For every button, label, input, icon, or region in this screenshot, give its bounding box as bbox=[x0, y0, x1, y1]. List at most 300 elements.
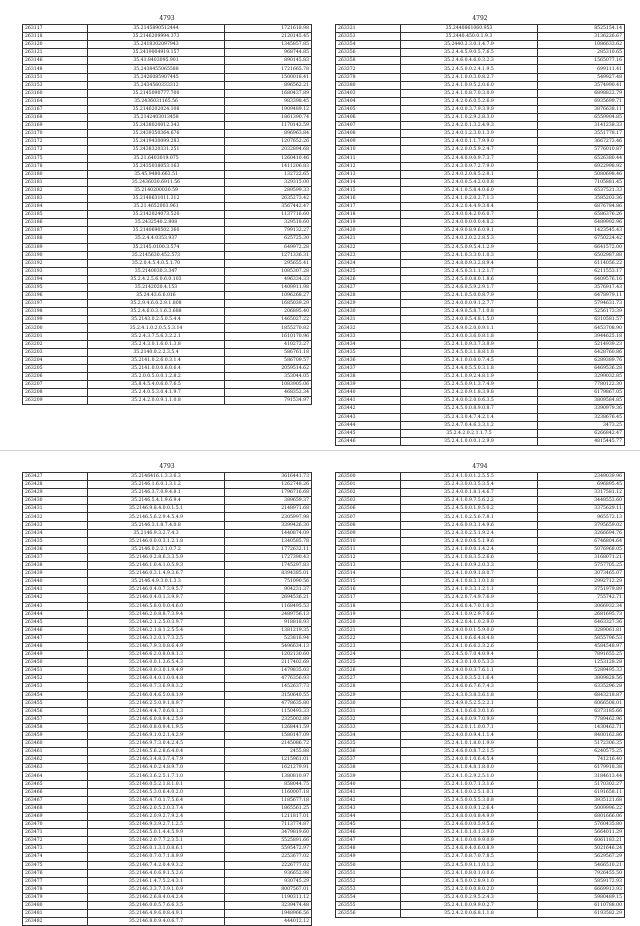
coordinate-cell: 35.2.4.1.0.1.8.0.1.9.9 bbox=[401, 740, 538, 748]
row-id-cell: 263200 bbox=[23, 324, 88, 332]
coordinate-cell: 35.2146.1.0.4.1.0.5.9.3 bbox=[88, 562, 225, 570]
value-cell: 2117402.68 bbox=[224, 659, 311, 667]
row-id-cell: 263526 bbox=[336, 667, 401, 675]
coordinate-cell: 35.2.4.2.0.2.1.1.7.5 bbox=[401, 429, 538, 437]
value-cell: 1565077.16 bbox=[537, 57, 624, 65]
coordinate-cell: 35.2146.4.9.3.0.1.3.3 bbox=[88, 578, 225, 586]
coordinate-cell: 35.2.4.1.0.2.5.6.7.8.1 bbox=[401, 513, 538, 521]
value-cell: 5214939.23 bbox=[537, 340, 624, 348]
table-row bbox=[23, 267, 312, 275]
table-row bbox=[336, 723, 625, 731]
coordinate-cell: 35.2146.3.2.0.1.7.3.2.5 bbox=[88, 634, 225, 642]
row-id-cell: 263455 bbox=[23, 699, 88, 707]
value-cell: 289599.33 bbox=[224, 186, 311, 194]
table-row bbox=[23, 348, 312, 356]
row-id-cell: 263411 bbox=[336, 154, 401, 162]
table-row bbox=[23, 869, 312, 877]
coordinate-cell: 35.2146.5.8.0.0.0.4.6.0 bbox=[88, 602, 225, 610]
coordinate-cell: 35.2.4.6.0.4.7.0.1.0.3 bbox=[401, 602, 538, 610]
coordinate-cell: 35.2146.0.7.0.7.1.8.9.9 bbox=[88, 853, 225, 861]
value-cell: 6801666.06 bbox=[537, 812, 624, 820]
row-id-cell: 263427 bbox=[336, 284, 401, 292]
row-id-cell: 263434 bbox=[23, 529, 88, 537]
row-id-cell: 263548 bbox=[336, 845, 401, 853]
row-id-cell: 263184 bbox=[23, 203, 88, 211]
value-cell: 2059514.62 bbox=[224, 364, 311, 372]
row-id-cell: 263416 bbox=[336, 194, 401, 202]
coordinate-cell: 35.2.4.0.0.0.0.0.4.8.2 bbox=[401, 219, 538, 227]
value-cell: 5776010.87 bbox=[537, 146, 624, 154]
table-row bbox=[336, 634, 625, 642]
value-cell: 1085307.28 bbox=[224, 267, 311, 275]
table-row bbox=[23, 788, 312, 796]
table-row bbox=[23, 877, 312, 885]
value-cell: 4815445.77 bbox=[537, 437, 624, 445]
row-id-cell: 263543 bbox=[336, 804, 401, 812]
row-id-cell: 263203 bbox=[23, 348, 88, 356]
coordinate-cell: 35.2146.4.9.6.0.8.4.9.1 bbox=[88, 910, 225, 918]
value-cell: 1610170.96 bbox=[224, 332, 311, 340]
coordinate-cell: 35.2146.5.6.2.8.6.4.0.4 bbox=[88, 748, 225, 756]
coordinate-cell: 35.2.4.1.0.8.3.5.2.6.6 bbox=[401, 553, 538, 561]
value-cell: 1168495.53 bbox=[224, 602, 311, 610]
row-id-cell: 263519 bbox=[336, 610, 401, 618]
table-row bbox=[23, 203, 312, 211]
coordinate-cell: 35.2435038053.163 bbox=[88, 162, 225, 170]
row-id-cell: 263444 bbox=[336, 421, 401, 429]
table-row bbox=[23, 918, 312, 926]
table-row bbox=[336, 389, 625, 397]
coordinate-cell: 35.2.4.4.0.5.5.0.3.1.8 bbox=[401, 364, 538, 372]
row-id-cell: 263426 bbox=[336, 275, 401, 283]
row-id-cell: 263457 bbox=[23, 715, 88, 723]
value-cell: 6898822.79 bbox=[537, 89, 624, 97]
table-row bbox=[23, 130, 312, 138]
row-id-cell: 263427 bbox=[23, 473, 88, 481]
value-cell: 3299032.85 bbox=[537, 373, 624, 381]
table-row bbox=[23, 33, 312, 41]
table-row bbox=[336, 845, 625, 853]
coordinate-cell: 35.2.4.8.0.9.3.2.8.9.4 bbox=[401, 259, 538, 267]
table-row bbox=[336, 413, 625, 421]
coordinate-cell: 35.2146.6.2.0.8.0.8.1.3 bbox=[88, 651, 225, 659]
coordinate-cell: 35.41.8403095.901 bbox=[88, 57, 225, 65]
coordinate-cell: 35.2.4.0.0.0.9.1.2.7.7 bbox=[401, 300, 538, 308]
value-cell: 5629567.29 bbox=[537, 853, 624, 861]
coordinate-cell: 35.2.4.3.0.1.6.0.1.3.8 bbox=[88, 340, 225, 348]
coordinate-cell: 35.2.0.4.5.4.0.5.1.70 bbox=[88, 259, 225, 267]
coordinate-cell: 35.2.4.8.0.0.0.8.4.9.9 bbox=[401, 812, 538, 820]
coordinate-cell: 35.2146.5.6.2.9.4.5.4.9 bbox=[88, 513, 225, 521]
table-row bbox=[336, 675, 625, 683]
table-row bbox=[336, 381, 625, 389]
table-row bbox=[336, 122, 625, 130]
table-row bbox=[336, 602, 625, 610]
row-id-cell: 263553 bbox=[336, 885, 401, 893]
coordinate-cell: 35.2.4.2.5.6.0.6.0.103 bbox=[88, 275, 225, 283]
coordinate-cell: 35.2.4.9.0.8.9.6.0.9.1 bbox=[401, 227, 538, 235]
row-id-cell: 263441 bbox=[23, 586, 88, 594]
coordinate-cell: 35.2.4.2.0.4.1.0.2.9.0 bbox=[401, 618, 538, 626]
table-row bbox=[336, 529, 625, 537]
row-id-cell: 263530 bbox=[336, 699, 401, 707]
value-cell: 1190311.12 bbox=[224, 893, 311, 901]
row-id-cell: 263186 bbox=[23, 219, 88, 227]
value-cell: 7780122.30 bbox=[537, 381, 624, 389]
value-cell: 3136226.67 bbox=[537, 33, 624, 41]
coordinate-cell: 35.2146.0.0.1.3.6.5.4.3 bbox=[88, 659, 225, 667]
coordinate-cell: 35.2.4.0.2.0.8.5.2.8.1 bbox=[401, 170, 538, 178]
value-cell: 6641572.00 bbox=[537, 243, 624, 251]
coordinate-cell: 35.2.4.1.0.0.3.0.8.2.7 bbox=[401, 73, 538, 81]
value-cell: 1465027.22 bbox=[224, 316, 311, 324]
row-id-cell: 263436 bbox=[336, 356, 401, 364]
row-id-cell: 263196 bbox=[23, 292, 88, 300]
table-row bbox=[336, 837, 625, 845]
row-id-cell: 263527 bbox=[336, 675, 401, 683]
value-cell: 206895.40 bbox=[224, 308, 311, 316]
table-row bbox=[23, 748, 312, 756]
coordinate-cell: 35.2.4.0.5.3.0.4.1.9.7 bbox=[88, 389, 225, 397]
coordinate-cell: 35.2.4.1.0.0.2.5.1.0.1 bbox=[401, 788, 538, 796]
row-id-cell: 263151 bbox=[23, 73, 88, 81]
row-id-cell: 263472 bbox=[23, 837, 88, 845]
coordinate-cell: 35.2.4.7.0.8.7.0.7.8.5 bbox=[401, 853, 538, 861]
row-id-cell: 263444 bbox=[23, 610, 88, 618]
coordinate-cell: 35.2434560333312 bbox=[88, 81, 225, 89]
table-row bbox=[23, 308, 312, 316]
coordinate-cell: 35.2142020.4.153 bbox=[88, 284, 225, 292]
value-cell: 791534.97 bbox=[224, 397, 311, 405]
table-row bbox=[23, 397, 312, 405]
coordinate-cell: 35.2146.0.5.2.1.8.1.0.1 bbox=[88, 780, 225, 788]
value-cell: 1150493.33 bbox=[224, 707, 311, 715]
value-cell: 6179918.38 bbox=[537, 764, 624, 772]
coordinate-cell: 35.2.4.1.0.9.2.9.7.6.6 bbox=[401, 610, 538, 618]
value-cell: 132722.65 bbox=[224, 170, 311, 178]
value-cell: 7113774.87 bbox=[224, 821, 311, 829]
value-cell: 1207652.26 bbox=[224, 138, 311, 146]
row-id-cell: 263160 bbox=[23, 89, 88, 97]
value-cell: 625725.30 bbox=[224, 235, 311, 243]
table-row bbox=[23, 211, 312, 219]
table-row bbox=[23, 521, 312, 529]
page-number: 4793 bbox=[159, 15, 175, 22]
value-cell: 904231.37 bbox=[224, 586, 311, 594]
table-row bbox=[336, 49, 625, 57]
row-id-cell: 263429 bbox=[336, 300, 401, 308]
table-row bbox=[336, 154, 625, 162]
coordinate-cell: 35.2.4.3.0.0.3.5.3.5.4 bbox=[401, 481, 538, 489]
value-cell: 6061183.21 bbox=[537, 837, 624, 845]
value-cell: 3390979.36 bbox=[537, 405, 624, 413]
table-row bbox=[23, 146, 312, 154]
row-id-cell: 263183 bbox=[23, 194, 88, 202]
table-row bbox=[23, 251, 312, 259]
row-id-cell: 263469 bbox=[23, 812, 88, 820]
row-id-cell: 263404 bbox=[336, 97, 401, 105]
row-id-cell: 263430 bbox=[336, 308, 401, 316]
value-cell: 6669913.93 bbox=[537, 885, 624, 893]
table-row bbox=[23, 829, 312, 837]
row-id-cell: 263198 bbox=[23, 308, 88, 316]
value-cell: 1096268.27 bbox=[224, 292, 311, 300]
row-id-cell: 263449 bbox=[23, 651, 88, 659]
row-id-cell: 263556 bbox=[336, 910, 401, 918]
table-row bbox=[23, 570, 312, 578]
value-cell: 1160007.18 bbox=[224, 788, 311, 796]
value-cell: 1380810.97 bbox=[224, 772, 311, 780]
table-row bbox=[336, 178, 625, 186]
table-row bbox=[23, 81, 312, 89]
row-id-cell: 263461 bbox=[23, 748, 88, 756]
page-number: 4794 bbox=[472, 463, 488, 470]
table-row bbox=[336, 545, 625, 553]
row-id-cell: 263547 bbox=[336, 837, 401, 845]
table-row bbox=[336, 267, 625, 275]
table-row bbox=[336, 65, 625, 73]
table-row bbox=[336, 910, 625, 918]
page-bottom-left bbox=[22, 462, 312, 926]
row-id-cell: 263433 bbox=[336, 332, 401, 340]
table-row bbox=[23, 594, 312, 602]
table-row bbox=[336, 594, 625, 602]
value-cell: 496334.33 bbox=[224, 275, 311, 283]
value-cell: 3751979.89 bbox=[537, 586, 624, 594]
table-row bbox=[336, 25, 625, 33]
row-id-cell: 263466 bbox=[23, 788, 88, 796]
value-cell: 1215961.01 bbox=[224, 756, 311, 764]
coordinate-cell: 35.2146.7.9.3.0.8.6.4.9 bbox=[88, 642, 225, 650]
table-row bbox=[336, 186, 625, 194]
table-row bbox=[23, 162, 312, 170]
row-id-cell: 263193 bbox=[23, 267, 88, 275]
coordinate-cell: 35.2.4.2.0.7.4.9.7.6.9 bbox=[401, 594, 538, 602]
value-cell: 1621279.91 bbox=[224, 764, 311, 772]
row-id-cell: 263408 bbox=[336, 130, 401, 138]
coordinate-cell: 35.2.4.0.0.5.4.2.0.0.8 bbox=[401, 178, 538, 186]
table-row bbox=[336, 421, 625, 429]
coordinate-cell: 35.2.4.0.0.2.0.0.6.3.5 bbox=[401, 397, 538, 405]
row-id-cell: 263194 bbox=[23, 275, 88, 283]
value-cell: 5595472.97 bbox=[224, 845, 311, 853]
row-id-cell: 263442 bbox=[336, 405, 401, 413]
row-id-cell: 263535 bbox=[336, 740, 401, 748]
table-row bbox=[336, 340, 625, 348]
table-row bbox=[23, 373, 312, 381]
coordinate-cell: 35.2.4.3.0.3.5.2.1.6.4 bbox=[401, 675, 538, 683]
row-id-cell: 263445 bbox=[23, 618, 88, 626]
value-cell: 3574990.41 bbox=[537, 81, 624, 89]
coordinate-cell: 35.2146.4.7.0.1.7.5.6.4 bbox=[88, 796, 225, 804]
table-row bbox=[336, 81, 625, 89]
row-id-cell: 263433 bbox=[23, 521, 88, 529]
row-id-cell: 263353 bbox=[336, 33, 401, 41]
coordinate-cell: 35.2146.0.4.6.5.0.8.1.9 bbox=[88, 691, 225, 699]
table-row bbox=[336, 316, 625, 324]
table-row bbox=[23, 138, 312, 146]
coordinate-cell: 35.2146.5.3.0.6.4.0.2.0 bbox=[88, 788, 225, 796]
data-table bbox=[22, 472, 312, 926]
table-row bbox=[23, 545, 312, 553]
row-id-cell: 263209 bbox=[23, 397, 88, 405]
row-id-cell: 263380 bbox=[336, 81, 401, 89]
value-cell: 285310.65 bbox=[537, 49, 624, 57]
row-id-cell: 263503 bbox=[336, 497, 401, 505]
value-cell: 6373185.66 bbox=[537, 707, 624, 715]
table-row bbox=[336, 259, 625, 267]
table-row bbox=[23, 170, 312, 178]
coordinate-cell: 35.8.4.5.4.0.6.0.7.6.5 bbox=[88, 381, 225, 389]
coordinate-cell: 35.2419004919.157 bbox=[88, 49, 225, 57]
row-id-cell: 263439 bbox=[336, 381, 401, 389]
row-id-cell: 263511 bbox=[336, 545, 401, 553]
table-row bbox=[336, 235, 625, 243]
row-id-cell: 263482 bbox=[23, 918, 88, 926]
table-row bbox=[336, 764, 625, 772]
table-row bbox=[336, 170, 625, 178]
row-id-cell: 263508 bbox=[336, 521, 401, 529]
table-row bbox=[23, 105, 312, 113]
table-row bbox=[23, 89, 312, 97]
coordinate-cell: 35.2.4.1.0.4.8.1.8.0.0 bbox=[401, 764, 538, 772]
value-cell: 2349039.96 bbox=[537, 473, 624, 481]
table-row bbox=[336, 683, 625, 691]
value-cell: 7789462.96 bbox=[537, 715, 624, 723]
table-row bbox=[336, 901, 625, 909]
value-cell: 3150640.55 bbox=[224, 691, 311, 699]
value-cell: 6335296.28 bbox=[537, 683, 624, 691]
value-cell: 468352.34 bbox=[224, 389, 311, 397]
table-row bbox=[23, 65, 312, 73]
coordinate-cell: 35.2.4.9.0.5.2.5.2.2.1 bbox=[401, 699, 538, 707]
coordinate-cell: 35.2.4.0.0.4.2.0.6.0.7 bbox=[401, 211, 538, 219]
value-cell: 930745.29 bbox=[224, 877, 311, 885]
row-id-cell: 263120 bbox=[23, 41, 88, 49]
value-cell: 1680437.89 bbox=[224, 89, 311, 97]
row-id-cell: 263167 bbox=[23, 105, 88, 113]
value-cell: 6843218.87 bbox=[537, 691, 624, 699]
row-id-cell: 263528 bbox=[336, 683, 401, 691]
row-id-cell: 263447 bbox=[23, 634, 88, 642]
table-row bbox=[336, 610, 625, 618]
table-row bbox=[23, 481, 312, 489]
value-cell: 699111.41 bbox=[537, 65, 624, 73]
coordinate-cell: 35.2.4.0.0.3.6.0.8.1.8 bbox=[401, 332, 538, 340]
value-cell: 3795659.02 bbox=[537, 521, 624, 529]
table-row bbox=[23, 235, 312, 243]
coordinate-cell: 35.2.4.1.0.3.3.1.2.1.1 bbox=[401, 586, 538, 594]
value-cell: 6428760.86 bbox=[537, 348, 624, 356]
coordinate-cell: 35.2148631011.312 bbox=[88, 194, 225, 202]
coordinate-cell: 35.21.6403019.075 bbox=[88, 154, 225, 162]
value-cell: 649972.28 bbox=[224, 243, 311, 251]
table-row bbox=[23, 553, 312, 561]
row-id-cell: 263523 bbox=[336, 642, 401, 650]
value-cell: 6114056.22 bbox=[537, 259, 624, 267]
table-row bbox=[336, 553, 625, 561]
row-id-cell: 263538 bbox=[336, 764, 401, 772]
coordinate-cell: 35.2.4.1.0.2.9.2.5.1.0 bbox=[401, 772, 538, 780]
value-cell: 3616441.73 bbox=[224, 473, 311, 481]
coordinate-cell: 35.2146.8.0.9.4.0.6.7.7 bbox=[88, 918, 225, 926]
coordinate-cell: 35.2.4.1.0.1.0.1.3.9.0 bbox=[401, 829, 538, 837]
table-row bbox=[336, 105, 625, 113]
row-id-cell: 263424 bbox=[336, 259, 401, 267]
value-cell: 1909489.12 bbox=[224, 105, 311, 113]
row-id-cell: 263529 bbox=[336, 691, 401, 699]
value-cell: 3066932.34 bbox=[537, 602, 624, 610]
coordinate-cell: 35.2.4.5.0.7.0.4.0.9.4 bbox=[401, 651, 538, 659]
table-row bbox=[336, 772, 625, 780]
row-id-cell: 263192 bbox=[23, 259, 88, 267]
value-cell: 3479819.60 bbox=[224, 829, 311, 837]
value-cell: 1253128.28 bbox=[537, 659, 624, 667]
row-id-cell: 263432 bbox=[23, 513, 88, 521]
coordinate-cell: 35.2146.3.7.0.9.4.8.1 bbox=[88, 489, 225, 497]
value-cell: 2226777.02 bbox=[224, 861, 311, 869]
table-row bbox=[23, 489, 312, 497]
table-row bbox=[336, 659, 625, 667]
row-id-cell: 263170 bbox=[23, 130, 88, 138]
value-cell: 329315.00 bbox=[224, 178, 311, 186]
table-row bbox=[23, 642, 312, 650]
coordinate-cell: 35.2146.0.4.0.7.3.9.5.7 bbox=[88, 586, 225, 594]
row-id-cell: 263506 bbox=[336, 505, 401, 513]
table-row bbox=[336, 707, 625, 715]
table-row bbox=[23, 292, 312, 300]
table-row bbox=[336, 57, 625, 65]
coordinate-cell: 35.2.4.0.1.2.3.0.1.3.9 bbox=[401, 130, 538, 138]
coordinate-cell: 35.2.4.5.0.0.8.0.1.8.6 bbox=[401, 275, 538, 283]
table-row bbox=[336, 356, 625, 364]
value-cell: 5980489.15 bbox=[537, 893, 624, 901]
coordinate-cell: 35.2141.0.2.6.0.3.1.4 bbox=[88, 356, 225, 364]
table-row bbox=[23, 796, 312, 804]
coordinate-cell: 35.2.4.4.0353.937 bbox=[88, 235, 225, 243]
value-cell: 1083905.06 bbox=[224, 381, 311, 389]
row-id-cell: 263501 bbox=[336, 481, 401, 489]
coordinate-cell: 35.2146.2.1.2.5.0.3.9.7 bbox=[88, 618, 225, 626]
table-row bbox=[336, 397, 625, 405]
table-row bbox=[336, 667, 625, 675]
coordinate-cell: 35.2.4.1.0.6.6.4.8.4.8 bbox=[401, 634, 538, 642]
value-cell: 1727390.43 bbox=[224, 553, 311, 561]
row-id-cell: 263189 bbox=[23, 243, 88, 251]
value-cell: 5859172.93 bbox=[537, 877, 624, 885]
coordinate-cell: 35.2146.2.5.0.9.1.8.9.7 bbox=[88, 699, 225, 707]
coordinate-cell: 35.2.4.1.0.2.9.2.8.3.0 bbox=[401, 114, 538, 122]
table-row bbox=[336, 203, 625, 211]
value-cell: 3375629.11 bbox=[537, 505, 624, 513]
value-cell: 5076968.05 bbox=[537, 545, 624, 553]
table-row bbox=[23, 122, 312, 130]
value-cell: 3567442.47 bbox=[224, 203, 311, 211]
table-row bbox=[23, 324, 312, 332]
coordinate-cell: 35.21.4652003.961 bbox=[88, 203, 225, 211]
value-cell: 6478979.11 bbox=[537, 292, 624, 300]
value-cell: 2032894.68 bbox=[224, 146, 311, 154]
coordinate-cell: 35.2146.0.0.0.3.1.2.1.8 bbox=[88, 537, 225, 545]
row-id-cell: 263435 bbox=[23, 537, 88, 545]
table-row bbox=[336, 691, 625, 699]
row-id-cell: 263153 bbox=[23, 81, 88, 89]
row-id-cell: 263539 bbox=[336, 772, 401, 780]
row-id-cell: 263477 bbox=[23, 877, 88, 885]
value-cell: 5466510.21 bbox=[537, 861, 624, 869]
value-cell: 3073465.07 bbox=[537, 570, 624, 578]
table-row bbox=[23, 691, 312, 699]
